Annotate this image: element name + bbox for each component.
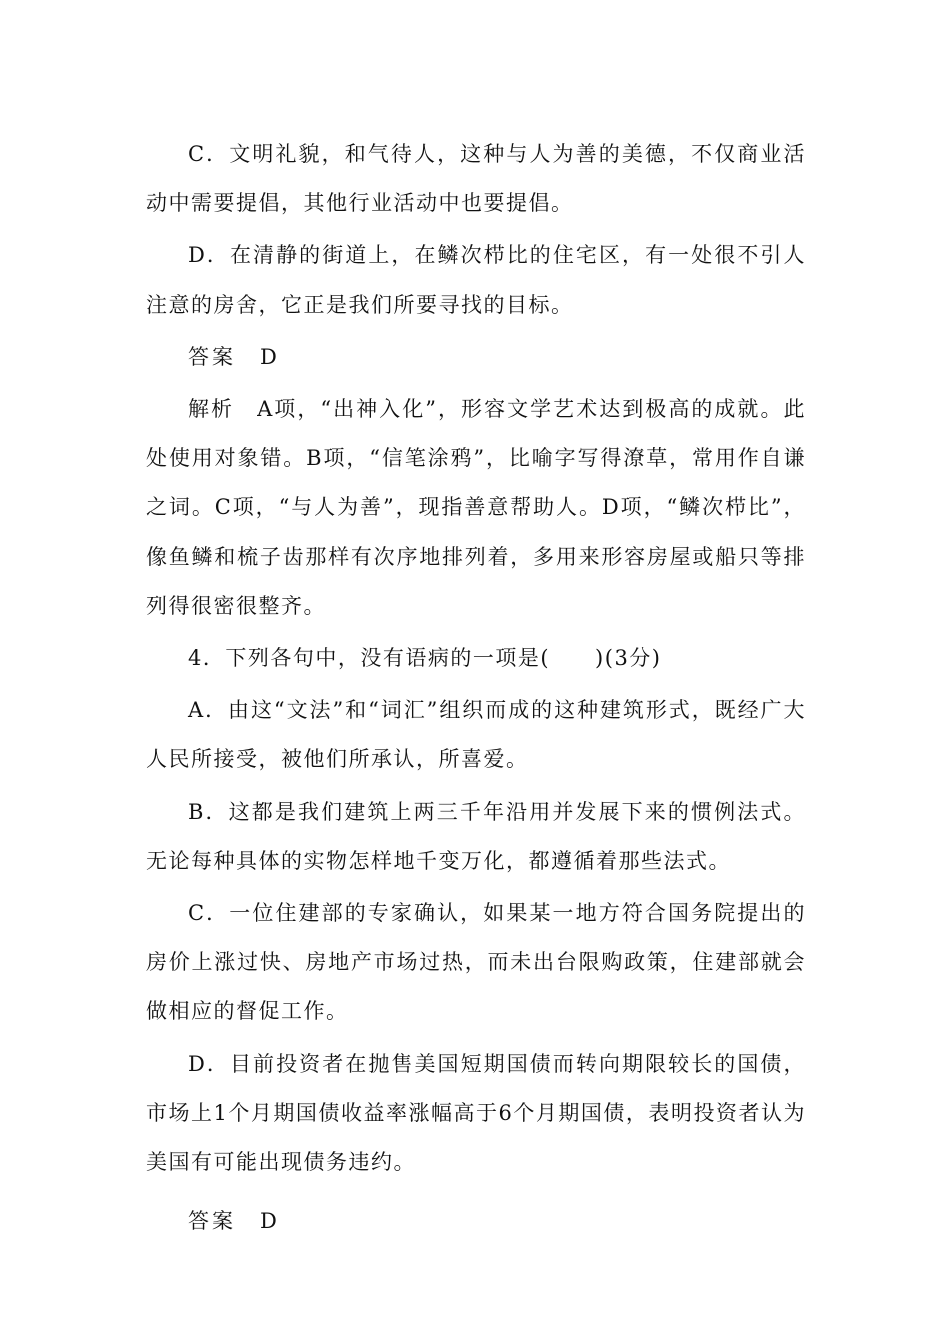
q4-option-b: B．这都是我们建筑上两三千年沿用并发展下来的惯例法式。无论每种具体的实物怎样地千变万化，都遵循着那些法式。 [146,799,806,873]
q3-analysis: 解析 A项，“出神入化”，形容文学艺术达到极高的成就。此处使用对象错。B项，“信笔涂鸦”，比喻字写得潦草，常用作自谦之词。C项，“与人为善”，现指善意帮助人。D项，“鳞次栉比”，像鱼鳞和梳子齿那样有次序地排列着，多用来形容房屋或船只等排列得很密很整齐。 [146,397,806,618]
document-body [146,130,806,1246]
q4-option-d: D．目前投资者在抛售美国短期国债而转向期限较长的国债，市场上1个月期国债收益率涨幅高于6个月期国债，表明投资者认为美国有可能出现债务违约。 [146,1051,806,1175]
q4-stem: 4．下列各句中，没有语病的一项是( )(3分) [188,646,662,671]
q4-option-c: C．一位住建部的专家确认，如果某一地方符合国务院提出的房价上涨过快、房地产市场过热，而未出台限购政策，住建部就会做相应的督促工作。 [146,901,806,1024]
q3-option-c: C．文明礼貌，和气待人，这种与人为善的美德，不仅商业活动中需要提倡，其他行业活动中也要提倡。 [146,142,806,216]
q4-option-a: A．由这“文法”和“词汇”组织而成的这种建筑形式，既经广大人民所接受，被他们所承认，所喜爱。 [146,698,806,772]
q3-answer: 答案 D [188,344,280,369]
q4-answer: 答案 D [188,1209,280,1234]
q3-option-d: D．在清静的街道上，在鳞次栉比的住宅区，有一处很不引人注意的房舍，它正是我们所要寻找的目标。 [146,243,806,317]
